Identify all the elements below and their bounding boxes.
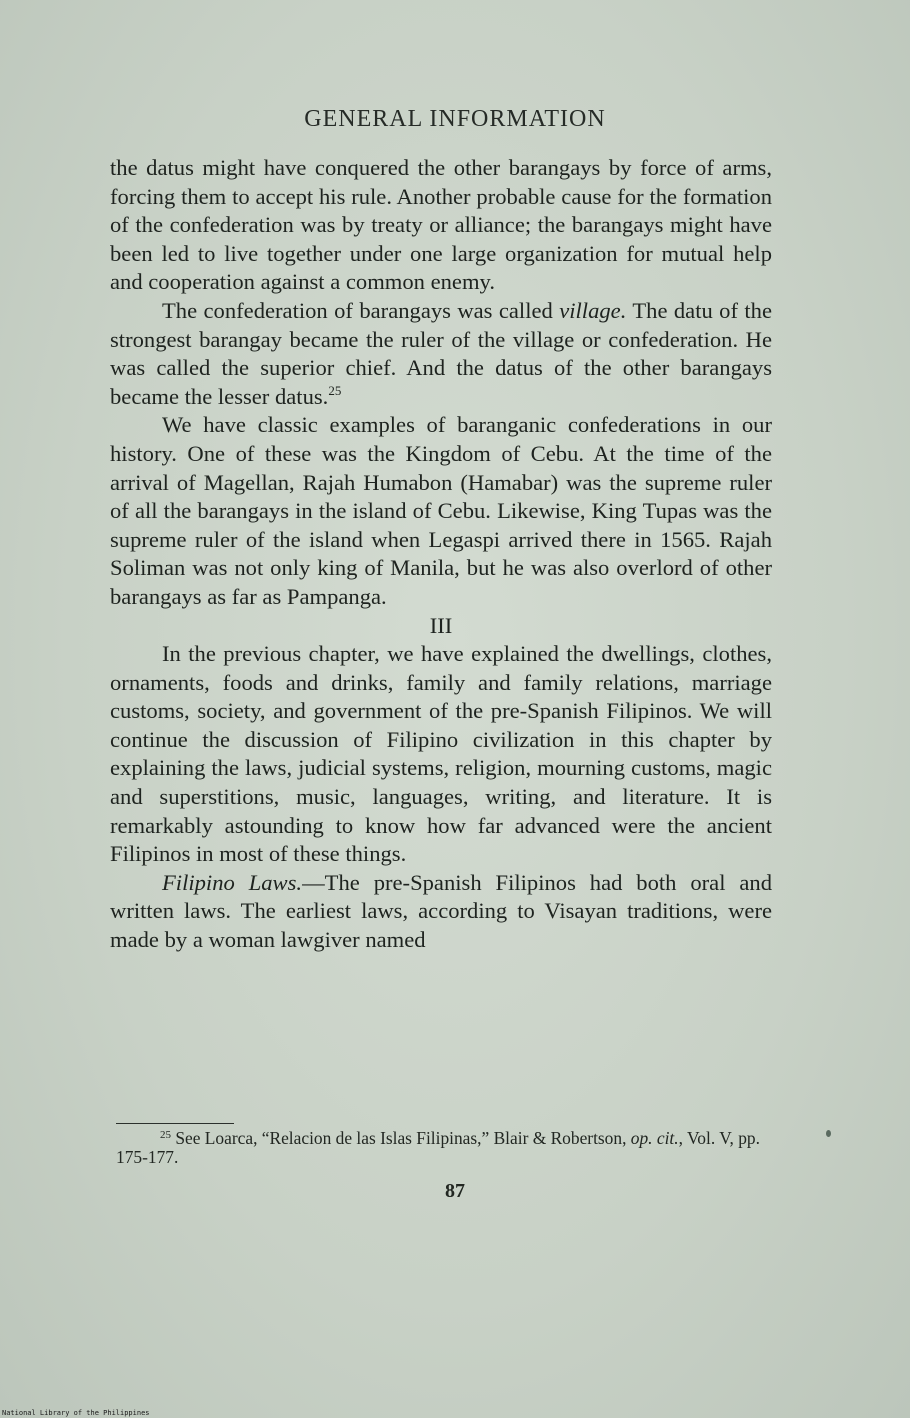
paragraph-2 <box>110 297 772 411</box>
paragraph-5-text: —The pre-Spanish Filipinos had both oral and written laws. The earliest laws, according to Visayan traditions, were made by a woman lawgiver named <box>110 869 772 953</box>
paragraph-5 <box>110 869 772 955</box>
footnote-text-b: , Vol. V, pp. 175-177. <box>116 1128 760 1167</box>
footnote-rule <box>116 1123 234 1124</box>
footnote-number: 25 <box>160 1129 171 1141</box>
footnote-italic: op. cit. <box>630 1128 679 1148</box>
page-number: 87 <box>445 1180 465 1202</box>
running-head: GENERAL INFORMATION <box>304 106 606 132</box>
paragraph-1: the datus might have conquered the other barangays by force of arms, forcing them to accept his rule. Another probable cause for the formation of the confederation was by treaty or alliance; the barangays might have been led to live together under one large organization for mutual help and cooperation against a common enemy. <box>110 155 772 295</box>
footnote-text-a: See Loarca, “Relacion de las Islas Filipinas,” Blair & Robertson, <box>171 1128 631 1148</box>
footnote-reference: 25 <box>328 382 342 398</box>
paragraph-3: We have classic examples of baranganic confederations in our history. One of these was the Kingdom of Cebu. At the time of the arrival of Magellan, Rajah Humabon (Hamabar) was the supreme ruler of all the barangays in the island of Cebu. Likewise, King Tupas was the supreme ruler of the island when Legaspi arrived there in 1565. Rajah Soliman was not only king of Manila, but he was also overlord of other barangays as far as Pampanga. <box>110 412 772 609</box>
library-credit: National Library of the Philippines <box>2 1409 150 1417</box>
paragraph-2-text-b: The datu of the strongest barangay became the ruler of the village or confederation. He was called the superior chief. And the datus of the other barangays became the lesser datus. <box>110 297 772 409</box>
paragraph-2-text-a: The confederation of barangays was called <box>162 297 560 323</box>
paper-speck <box>826 1130 831 1137</box>
footnote <box>116 1129 778 1167</box>
body-text <box>110 154 772 955</box>
section-number: III <box>429 612 453 638</box>
paragraph-5-heading: Filipino Laws. <box>162 869 303 895</box>
paragraph-2-italic-term: village. <box>559 297 627 323</box>
paragraph-4: In the previous chapter, we have explained the dwellings, clothes, ornaments, foods and drinks, family and family relations, marriage customs, society, and government of the pre-Spanish Filipinos. We will continue the discussion of Filipino civilization in this chapter by explaining the laws, judicial systems, religion, mourning customs, magic and superstitions, music, languages, writing, and literature. It is remarkably astounding to know how far advanced were the ancient Filipinos in most of these things. <box>110 641 772 867</box>
